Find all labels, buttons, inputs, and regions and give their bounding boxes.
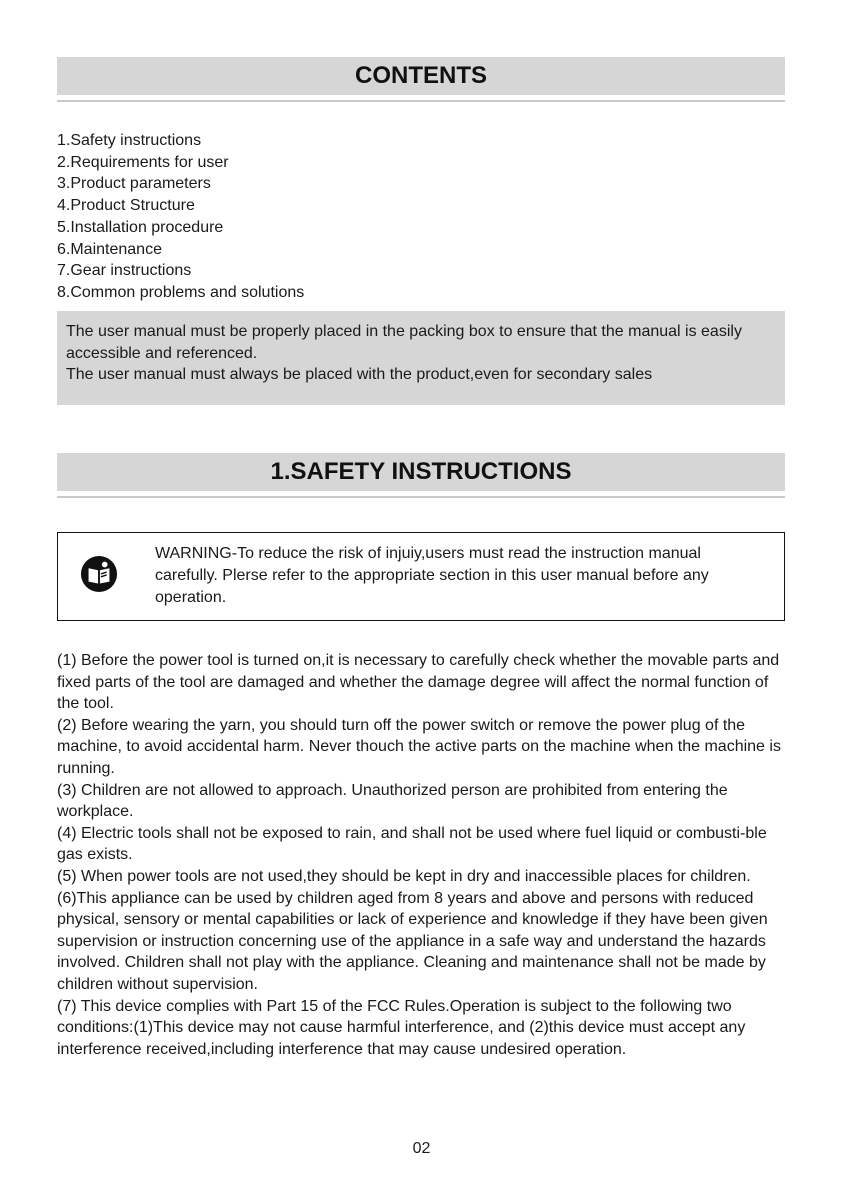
instruction-6: (6)This appliance can be used by children aged from 8 years and above and persons with reduced physical, sensory or mental capabilities or lack of experience and knowledge if they have been given supervision or instruction concerning use of the appliance in a safe way and understand the hazards involved. Children shall not play with the appliance. Cleaning and maintenance shall not be made by children without supervision. (57, 889, 768, 993)
toc-item-problems: 8.Common problems and solutions (57, 283, 305, 301)
manual-note-box (57, 311, 785, 405)
note-line-1: The user manual must be properly placed in the packing box to ensure that the manual is easily accessible and referenced. (66, 323, 742, 362)
toc-item-parameters: 3.Product parameters (57, 175, 211, 193)
read-manual-icon (80, 555, 118, 593)
toc-item-installation: 5.Installation procedure (57, 218, 224, 236)
toc-item-safety: 1.Safety instructions (57, 132, 202, 149)
instruction-2: (2) Before wearing the yarn, you should turn off the power switch or remove the power plug of the machine, to avoid accidental harm. Never thouch the active parts on the machine when the machine is running. (57, 716, 781, 777)
note-line-2: The user manual must always be placed with the product,even for secondary sales (66, 366, 653, 383)
contents-divider (57, 100, 785, 102)
toc-item-requirements: 2.Requirements for user (57, 153, 229, 171)
warning-text: WARNING-To reduce the risk of injuiy,users must read the instruction manual carefully. Plerse refer to the appropriate section in this user manual before any operation. (155, 545, 709, 606)
toc-item-maintenance: 6.Maintenance (57, 240, 162, 258)
safety-instructions (57, 650, 785, 1060)
toc-item-structure: 4.Product Structure (57, 197, 195, 215)
instruction-4: (4) Electric tools shall not be exposed to rain, and shall not be used where fuel liquid or combusti-ble gas exists. (57, 824, 767, 864)
toc-item-gear: 7.Gear instructions (57, 262, 192, 280)
instruction-5: (5) When power tools are not used,they should be kept in dry and inaccessible places for children. (57, 867, 751, 885)
page-number: 02 (412, 1140, 431, 1157)
warning-box (57, 532, 785, 621)
table-of-contents (57, 130, 304, 304)
contents-heading: CONTENTS (57, 57, 785, 95)
instruction-7: (7) This device complies with Part 15 of the FCC Rules.Operation is subject to the following two conditions:(1)This device may not cause harmful interference, and (2)this device must accept any interference received,including interference that may cause undesired operation. (57, 997, 746, 1058)
safety-heading: 1.SAFETY INSTRUCTIONS (57, 453, 785, 491)
instruction-3: (3) Children are not allowed to approach. Unauthorized person are prohibited from entering the workplace. (57, 781, 728, 821)
instruction-1: (1) Before the power tool is turned on,it is necessary to carefully check whether the movable parts and fixed parts of the tool are damaged and whether the damage degree will affect the normal function of the tool. (57, 652, 780, 713)
safety-divider (57, 496, 785, 498)
